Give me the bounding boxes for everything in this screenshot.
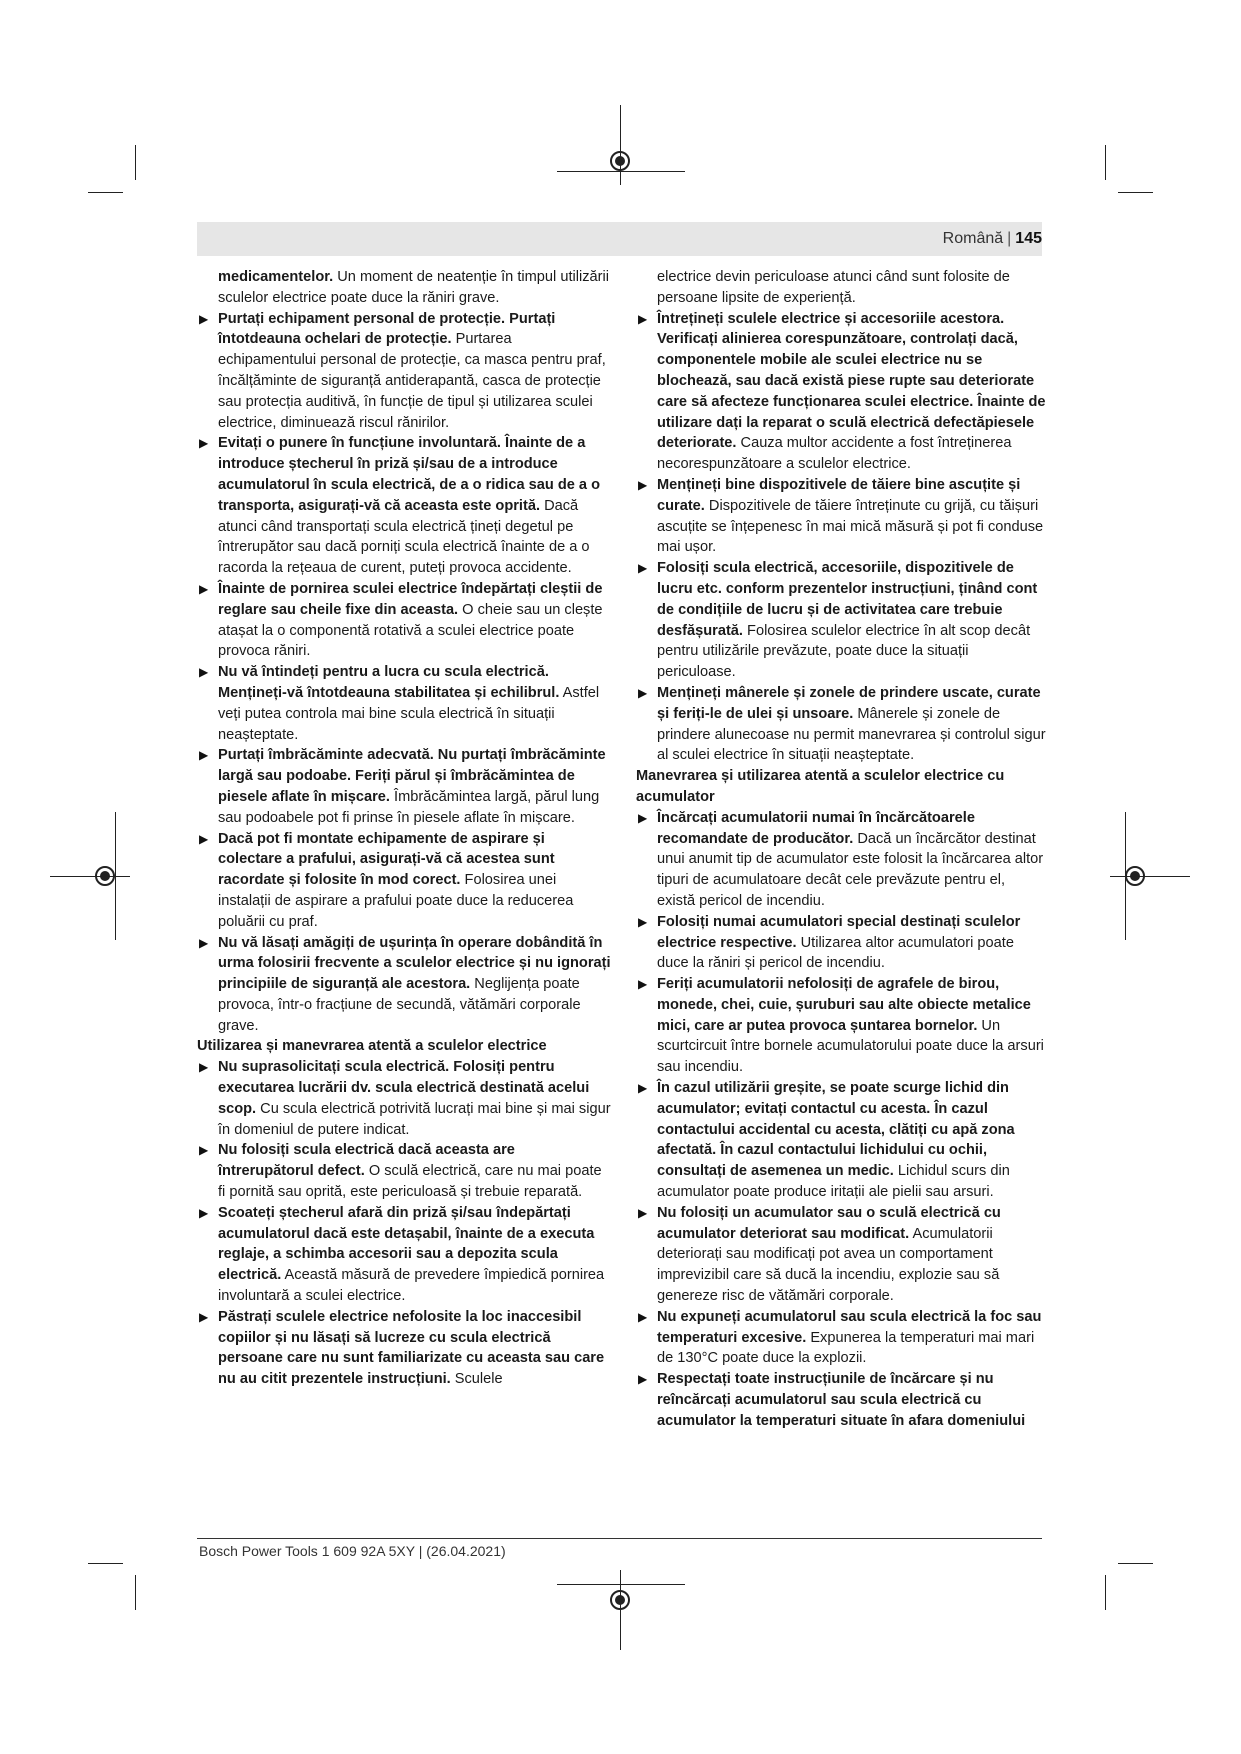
header-band [197,222,1042,256]
registration-line-top-vertical [620,105,621,185]
crop-mark-top-left-horizontal [88,192,123,193]
crop-mark-bottom-left-vertical [135,1575,136,1610]
safety-instruction-item [636,1078,1046,1203]
header-page-number: 145 [1015,230,1042,247]
header-language: Română [942,230,1004,247]
instruction-body-text: Un moment de neatenție în timpul utilizării sculelor electrice poate duce la răniri grave. [218,269,609,306]
instruction-body-text: Îmbrăcămintea largă, părul lung sau podoabele pot fi prinse în piesele aflate în mișcare. [218,788,600,826]
safety-instruction-item [636,683,1046,766]
bullet-arrow-icon: ▶ [638,914,648,929]
instruction-bold-text: Mențineți mânerele și zonele de prindere uscate, curate și feriți-le de ulei și unsoare. [657,684,1041,722]
instruction-body-text: Sculele [450,1371,503,1388]
instruction-body-text: Dacă atunci când transportați scula electrică țineți degetul pe întrerupător sau dacă porniți scula electrică înainte de a o racorda la rețeaua de curent, puteți provoca accidente. [218,497,590,577]
instruction-bold-text: Înainte de pornirea sculei electrice îndepărtați cleștii de reglare sau cheile fixe din aceasta. [218,580,603,618]
instruction-body-text: Un scurtcircuit între bornele acumulatorului poate duce la arsuri sau incendiu. [657,1017,1044,1076]
bullet-arrow-icon: ▶ [199,1060,209,1075]
instruction-bold-text: Păstrați sculele electrice nefolosite la loc inaccesibil copiilor și nu lăsați să lucreze cu scula electrică persoane care nu sunt familiarizate cu aceasta sau care nu au citit prezentele instrucțiuni. [218,1308,605,1388]
safety-instruction-item [197,829,612,933]
registration-line-top-horizontal [557,171,685,172]
footer-text: Bosch Power Tools 1 609 92A 5XY | (26.04.2021) [199,1543,506,1559]
continued-paragraph [218,267,612,309]
instruction-body-text: Folosirea unei instalații de aspirare a prafului poate duce la reducerea poluării cu praf. [218,872,574,930]
instruction-body-text: Mânerele și zonele de prindere alunecoase nu permit manevrarea și controlul sigur al sculei electrice în situații neașteptate. [657,705,1046,764]
registration-line-right-horizontal [1110,876,1190,877]
safety-instruction-item [197,579,612,662]
instruction-body-text: Purtarea echipamentului personal de protecție, ca masca pentru praf, încălțăminte de siguranță antiderapantă, casca de protecție sau protecția auditivă, în funcție de tipul și utilizarea sculei electrice, diminuează riscul rănirilor. [218,331,606,431]
instruction-bold-text: Nu vă lăsați amăgiți de ușurința în operare dobândită în urma folosirii frecvente a sculelor electrice și nu ignorați principiile de siguranță ale acestora. [218,934,611,993]
bullet-arrow-icon: ▶ [199,748,209,763]
instruction-body-text: electrice devin periculoase atunci când sunt folosite de persoane lipsite de experiență. [657,269,1010,306]
crop-mark-top-left-vertical [135,145,136,180]
instruction-bold-text: Nu expuneți acumulatorul sau scula electrică la foc sau temperaturi excesive. [657,1308,1042,1346]
safety-instruction-item [197,1057,612,1140]
bullet-arrow-icon: ▶ [638,977,648,992]
bullet-arrow-icon: ▶ [638,311,648,326]
safety-instruction-item [197,1307,612,1390]
instruction-body-text: Utilizarea altor acumulatori poate duce la răniri și pericol de incendiu. [657,934,1014,972]
instruction-bold-text: Întrețineți sculele electrice și accesoriile acestora. Verificați alinierea corespunzătoare, controlați dacă, componentele mobile ale sculei electrice nu se blochează, sau dacă există piese rupte sau deteriorate care să afecteze funcționarea sculei electrice. Înainte de utilizare dați la reparat o sculă electrică defectăpiesele deteriorate. [657,310,1046,452]
bullet-arrow-icon: ▶ [638,477,648,492]
registration-mark-top-icon [610,151,630,171]
safety-instruction-item [636,808,1046,912]
instruction-body-text: Astfel veți putea controla mai bine scula electrică în situații neașteptate. [218,684,600,743]
instruction-bold-text: medicamentelor. [218,269,334,285]
safety-instruction-item [197,1140,612,1202]
safety-instruction-item [197,309,612,434]
safety-instruction-item [197,933,612,1037]
instruction-bold-text: În cazul utilizării greșite, se poate scurge lichid din acumulator; evitați contactul cu acesta. În cazul contactului accidental cu acesta, clătiți cu apă zona afectată. În cazul contactului lichidului cu ochii, consultați de asemenea un medic. [657,1080,1015,1180]
instruction-bold-text: Scoateți ștecherul afară din priză și/sau îndepărtați acumulatorul dacă este detașabil, înainte de a executa reglaje, a schimba accesorii sau a depozita scula electrică. [218,1204,595,1284]
bullet-arrow-icon: ▶ [638,685,648,700]
bullet-arrow-icon: ▶ [638,810,648,825]
bullet-arrow-icon: ▶ [199,311,209,326]
instruction-body-text: O cheie sau un clește atașat la o componentă rotativă a sculei electrice poate provoca răniri. [218,601,603,660]
instruction-body-text: Folosirea sculelor electrice în alt scop decât pentru utilizările prevăzute, poate duce la situații periculoase. [657,622,1031,681]
crop-mark-bottom-right-horizontal [1118,1563,1153,1564]
left-column [197,267,612,1390]
safety-instruction-item [636,1369,1046,1431]
safety-instruction-item [636,309,1046,475]
instruction-body-text: Dacă un încărcător destinat unui anumit tip de acumulator este folosit la încărcarea altor tipuri de acumulatoare decât cele prevăzute pentru el, există pericol de incendiu. [657,830,1044,909]
instruction-bold-text: Folosiți scula electrică, accesoriile, dispozitivele de lucru etc. conform prezentelor instrucțiuni, ținând cont de condițiile de lucru și de activitatea care trebuie desfășurată. [657,560,1038,639]
bullet-arrow-icon: ▶ [199,831,209,846]
crop-mark-top-right-horizontal [1118,192,1153,193]
instruction-bold-text: Nu folosiți scula electrică dacă aceasta are întrerupătorul defect. [218,1142,515,1180]
page-header [943,230,1042,248]
instruction-body-text: Cauza multor accidente a fost întreținerea necorespunzătoare a sculelor electrice. [657,435,1012,473]
bullet-arrow-icon: ▶ [638,1081,648,1096]
crop-mark-bottom-left-horizontal [88,1563,123,1564]
safety-instruction-item [636,912,1046,974]
safety-instruction-item [197,433,612,579]
header-separator: | [1007,230,1012,247]
registration-line-left-horizontal [50,876,130,877]
instruction-bold-text: Respectați toate instrucțiunile de încărcare și nu reîncărcați acumulatorul sau scula electrică cu acumulator la temperaturi situate în afara domeniului [657,1371,1026,1429]
instruction-bold-text: Feriți acumulatorii nefolosiți de agrafele de birou, monede, chei, cuie, șuruburi sau alte obiecte metalice mici, care ar putea provoca șuntarea bornelor. [657,976,1031,1034]
bullet-arrow-icon: ▶ [638,561,648,576]
bullet-arrow-icon: ▶ [638,1205,648,1220]
footer-rule [197,1538,1042,1539]
bullet-arrow-icon: ▶ [638,1309,648,1324]
crop-mark-top-right-vertical [1105,145,1106,180]
registration-line-bottom-vertical [620,1570,621,1650]
safety-instruction-item [636,558,1046,683]
safety-instruction-item [636,1203,1046,1307]
instruction-body-text: O sculă electrică, care nu mai poate fi pornită sau oprită, este periculoasă și trebuie reparată. [218,1163,602,1201]
instruction-bold-text: Dacă pot fi montate echipamente de aspirare și colectare a prafului, asigurați-vă că acestea sunt racordate și folosite în mod corect. [218,830,555,889]
safety-instruction-item [197,662,612,745]
safety-instruction-item [636,974,1046,1078]
registration-mark-left-icon [95,866,115,886]
bullet-arrow-icon: ▶ [199,1205,209,1220]
continued-paragraph [657,267,1046,309]
crop-mark-bottom-right-vertical [1105,1575,1106,1610]
bullet-arrow-icon: ▶ [199,581,209,596]
bullet-arrow-icon: ▶ [199,1309,209,1324]
registration-line-bottom-horizontal [557,1584,685,1585]
safety-instruction-item [636,1307,1046,1369]
instruction-bold-text: Nu vă întindeți pentru a lucra cu scula electrică. Mențineți-vă întotdeauna stabilitatea și echilibrul. [218,664,560,701]
instruction-bold-text: Mențineți bine dispozitivele de tăiere bine ascuțite și curate. [657,476,1021,514]
instruction-body-text: Dispozitivele de tăiere întreținute cu grijă, cu tăișuri ascuțite se înțepenesc în mai mică măsură și pot fi conduse mai ușor. [657,497,1044,556]
registration-mark-right-icon [1125,866,1145,886]
section-heading: Manevrarea și utilizarea atentă a sculelor electrice cu acumulator [636,768,1005,805]
instruction-body-text: Cu scula electrică potrivită lucrați mai bine și mai sigur în domeniul de putere indicat. [218,1100,611,1138]
instruction-body-text: Neglijența poate provoca, într-o fracțiune de secundă, vătămări corporale grave. [218,976,581,1034]
safety-instruction-item [636,475,1046,558]
bullet-arrow-icon: ▶ [199,665,209,680]
bullet-arrow-icon: ▶ [199,436,209,451]
instruction-bold-text: Nu suprasolicitați scula electrică. Folosiți pentru executarea lucrării dv. scula electrică destinată acelui scop. [218,1059,590,1117]
instruction-bold-text: Folosiți numai acumulatori special destinați sculelor electrice respective. [657,913,1021,951]
instruction-bold-text: Evitați o punere în funcțiune involuntară. Înainte de a introduce ștecherul în priză și/sau de a introduce acumulatorul în scula electrică, de a o ridica sau de a o transporta, asigurați-vă că aceasta este oprită. [218,435,601,514]
instruction-bold-text: Nu folosiți un acumulator sau o sculă electrică cu acumulator deteriorat sau modificat. [657,1204,1001,1242]
instruction-body-text: Acumulatorii deteriorați sau modificați pot avea un comportament imprevizibil care să ducă la incendiu, explozie sau să genereze risc de vătămări corporale. [657,1225,1000,1305]
bullet-arrow-icon: ▶ [199,935,209,950]
bullet-arrow-icon: ▶ [199,1143,209,1158]
right-column [636,267,1046,1432]
instruction-body-text: Expunerea la temperaturi mai mari de 130°C poate duce la explozii. [657,1329,1035,1367]
instruction-body-text: Această măsură de prevedere împiedică pornirea involuntară a sculei electrice. [218,1267,605,1305]
bullet-arrow-icon: ▶ [638,1372,648,1387]
safety-instruction-item [197,1203,612,1307]
instruction-bold-text: Purtați îmbrăcăminte adecvată. Nu purtați îmbrăcăminte largă sau podoabe. Feriți părul și îmbrăcămintea de piesele aflate în mișcare. [218,747,606,805]
section-heading: Utilizarea și manevrarea atentă a sculelor electrice [197,1038,547,1055]
registration-mark-bottom-icon [610,1590,630,1610]
instruction-body-text: Lichidul scurs din acumulator poate produce iritații ale pielii sau arsuri. [657,1163,1010,1201]
instruction-bold-text: Purtați echipament personal de protecție. Purtați întotdeauna ochelari de protecție. [218,310,556,348]
safety-instruction-item [197,745,612,828]
instruction-bold-text: Încărcați acumulatorii numai în încărcătoarele recomandate de producător. [657,809,975,847]
